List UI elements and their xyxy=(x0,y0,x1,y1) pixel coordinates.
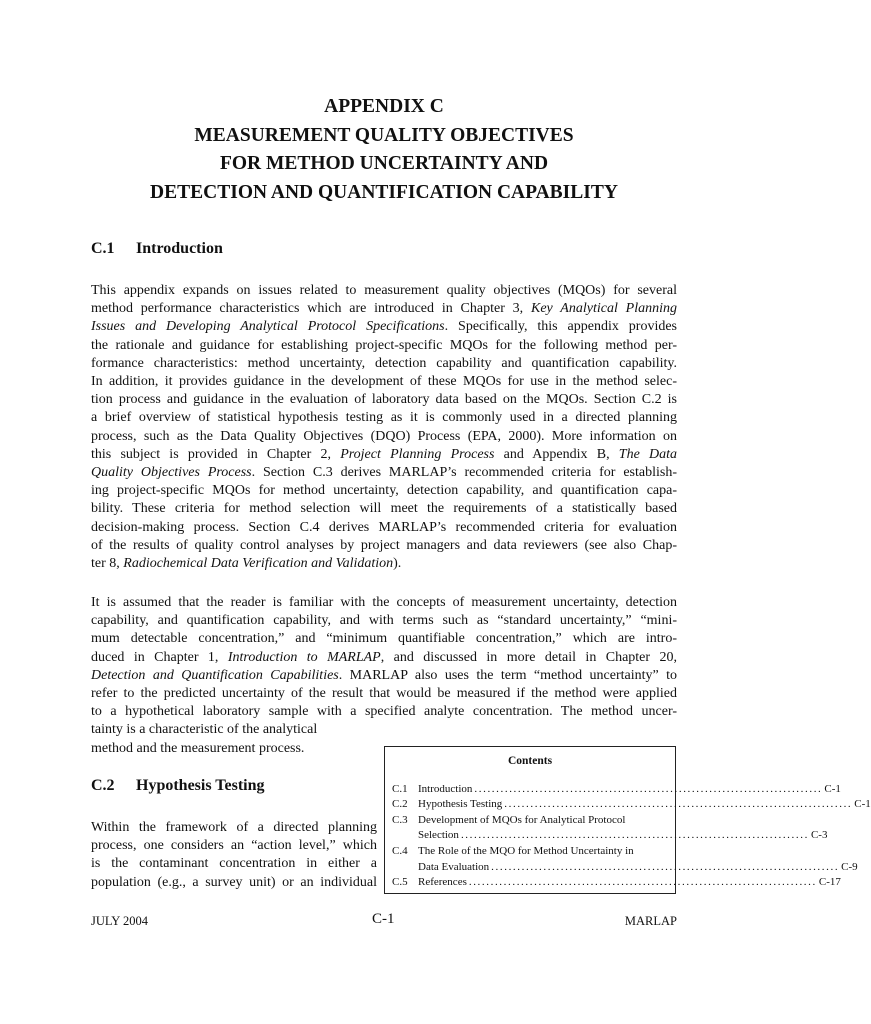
text-run: . Specifically, this appendix provides xyxy=(444,319,677,335)
text-line: decision-making process. Section C.4 derives MARLAP’s recommended criteria for evaluation xyxy=(91,519,677,535)
contents-entry-number: C.3 xyxy=(392,813,408,826)
title-line-1: APPENDIX C xyxy=(324,96,444,117)
text-line: a brief overview of statistical hypothesis testing as it is commonly used in a directed planning xyxy=(91,410,677,426)
text-line: capability, and quantification capability, and with terms such as “standard uncertainty,” “mini- xyxy=(91,613,677,629)
text-run: ter 8, xyxy=(91,556,124,572)
contents-entry[interactable] xyxy=(385,813,828,844)
contents-box xyxy=(384,746,871,894)
contents-entry[interactable] xyxy=(385,875,841,891)
text-line: refer to the predicted uncertainty of the result that would be measured if the method were applied xyxy=(91,686,677,702)
contents-entry-number: C.2 xyxy=(392,798,408,811)
text-run: . Section C.3 derives MARLAP’s recommended criteria for establish- xyxy=(251,465,677,481)
text-line xyxy=(91,446,677,464)
text-line: bility. These criteria for method selection will meet the requirements of a statistically based xyxy=(91,501,677,517)
contents-entry-page: C-9 xyxy=(841,860,858,873)
text-run: this subject is provided in Chapter 2, xyxy=(91,446,341,462)
leader-dots: ................................................................................ xyxy=(474,782,823,795)
text-line: to a hypothetical laboratory sample with a specified analyte concentration. The method uncer- xyxy=(91,704,677,720)
text-line xyxy=(91,555,677,573)
leader-dots: ................................................................................ xyxy=(460,829,809,842)
section-title: Hypothesis Testing xyxy=(136,777,265,794)
contents-list xyxy=(385,782,871,891)
title-line-2: MEASUREMENT QUALITY OBJECTIVES xyxy=(194,124,574,146)
contents-entry[interactable] xyxy=(385,782,841,798)
text-line xyxy=(91,649,677,667)
contents-entry-page: C-17 xyxy=(818,876,841,889)
contents-entry[interactable] xyxy=(385,797,871,813)
text-line: tion process and guidance in the evaluation of laboratory data based on the MQOs. Section C.2 is xyxy=(91,392,677,408)
text-run: ). xyxy=(393,556,402,572)
text-run: method performance characteristics which are introduced in Chapter 3, xyxy=(91,301,531,317)
contents-entry-body xyxy=(418,813,827,844)
leader-dots: ................................................................................ xyxy=(491,860,840,873)
contents-entry-page: C-1 xyxy=(854,798,871,811)
text-line: process, one considers an “action level,” which xyxy=(91,838,377,854)
text-line xyxy=(91,667,677,685)
text-run: , and discussed in more detail in Chapter 20, xyxy=(380,649,677,665)
contents-entry-title: Data Evaluation xyxy=(418,860,490,873)
text-run: duced in Chapter 1, xyxy=(91,649,228,665)
section-number: C.2 xyxy=(91,777,115,794)
contents-entry-leader-line xyxy=(418,828,827,844)
section-heading-introduction xyxy=(91,240,223,258)
contents-entry-leader-line xyxy=(418,782,841,798)
chapter-reference: Key Analytical Planning xyxy=(530,301,677,317)
chapter-reference: Project Planning Process xyxy=(340,446,495,462)
chapter-reference: Introduction to MARLAP xyxy=(227,649,381,665)
footer-publication: MARLAP xyxy=(624,914,677,928)
section-title: Introduction xyxy=(136,240,223,257)
contents-entry-title: Selection xyxy=(418,829,459,842)
leader-dots: ................................................................................ xyxy=(468,876,817,889)
leader-dots: ................................................................................ xyxy=(504,798,853,811)
appendix-reference: The Data xyxy=(618,446,677,462)
text-line: formance characteristics: method uncertainty, detection capability and quantification capability. xyxy=(91,355,677,371)
text-line: process, such as the Data Quality Objectives (DQO) Process (EPA, 2000). More information on xyxy=(91,428,677,444)
contents-entry[interactable] xyxy=(385,844,858,875)
text-line: Within the framework of a directed planning xyxy=(91,820,377,835)
text-line: is the contaminant concentration in either a xyxy=(91,856,377,872)
text-run: and Appendix B, xyxy=(494,446,619,462)
contents-entry-body xyxy=(418,875,841,891)
hypothesis-paragraph xyxy=(91,819,377,892)
text-line: method and the measurement process. xyxy=(91,740,305,756)
contents-entry-number: C.4 xyxy=(392,844,408,857)
contents-entry-title: Introduction xyxy=(418,782,473,795)
title-line-3: FOR METHOD UNCERTAINTY AND xyxy=(219,153,549,174)
text-line: the rationale and guidance for establishing project-specific MQOs for the following method per- xyxy=(91,337,677,353)
text-line: ing project-specific MQOs for method uncertainty, detection capability, and quantification capa- xyxy=(91,483,677,499)
contents-title: Contents xyxy=(507,755,553,767)
contents-entry-title: References xyxy=(418,876,467,889)
text-line: In addition, it provides guidance in the development of these MQOs for use in the method selec- xyxy=(91,374,677,390)
contents-entry-number: C.1 xyxy=(392,782,408,795)
chapter-reference: Issues and Developing Analytical Protocol Specifications xyxy=(91,319,445,335)
text-line: mum detectable concentration,” and “minimum quantifiable concentration,” which are intro- xyxy=(91,631,677,647)
contents-entry-body xyxy=(418,844,858,875)
text-run: . MARLAP also uses the term “method uncertainty” to xyxy=(338,667,678,683)
text-line: It is assumed that the reader is familiar with the concepts of measurement uncertainty, detection xyxy=(91,595,677,610)
contents-entry-title-line: Development of MQOs for Analytical Protocol xyxy=(418,813,626,826)
contents-entry-body xyxy=(418,782,841,798)
text-line xyxy=(91,318,677,336)
intro-paragraph xyxy=(91,282,677,573)
contents-entry-page: C-1 xyxy=(824,782,841,795)
footer-page-number: C-1 xyxy=(372,911,395,927)
text-line: This appendix expands on issues related to measurement quality objectives (MQOs) for several xyxy=(91,283,677,298)
text-line: population (e.g., a survey unit) or an individual xyxy=(91,874,377,890)
contents-entry-page: C-3 xyxy=(810,829,828,842)
section-heading-hypothesis-testing xyxy=(91,777,264,795)
contents-entry-title-line: The Role of the MQO for Method Uncertainty in xyxy=(418,844,634,857)
text-line xyxy=(91,300,677,318)
assumptions-paragraph xyxy=(91,594,677,758)
contents-entry-leader-line xyxy=(418,875,841,891)
chapter-reference: Detection and Quantification Capabilities xyxy=(91,667,339,683)
section-number: C.1 xyxy=(91,240,115,257)
footer-date: JULY 2004 xyxy=(91,914,148,928)
title-line-4: DETECTION AND QUANTIFICATION CAPABILITY xyxy=(150,181,618,203)
text-line xyxy=(91,464,677,482)
appendix-reference: Quality Objectives Process xyxy=(91,465,252,481)
contents-entry-leader-line xyxy=(418,860,858,876)
contents-entry-title: Hypothesis Testing xyxy=(418,798,503,811)
text-line: of the results of quality control analyses by project managers and data reviewers (see also Chap- xyxy=(91,537,677,553)
contents-entry-number: C.5 xyxy=(392,876,408,889)
text-line: tainty is a characteristic of the analytical xyxy=(91,722,318,738)
appendix-title xyxy=(0,93,768,207)
chapter-reference: Radiochemical Data Verification and Validation xyxy=(123,556,394,572)
contents-entry-body xyxy=(418,797,871,813)
contents-entry-leader-line xyxy=(418,797,871,813)
